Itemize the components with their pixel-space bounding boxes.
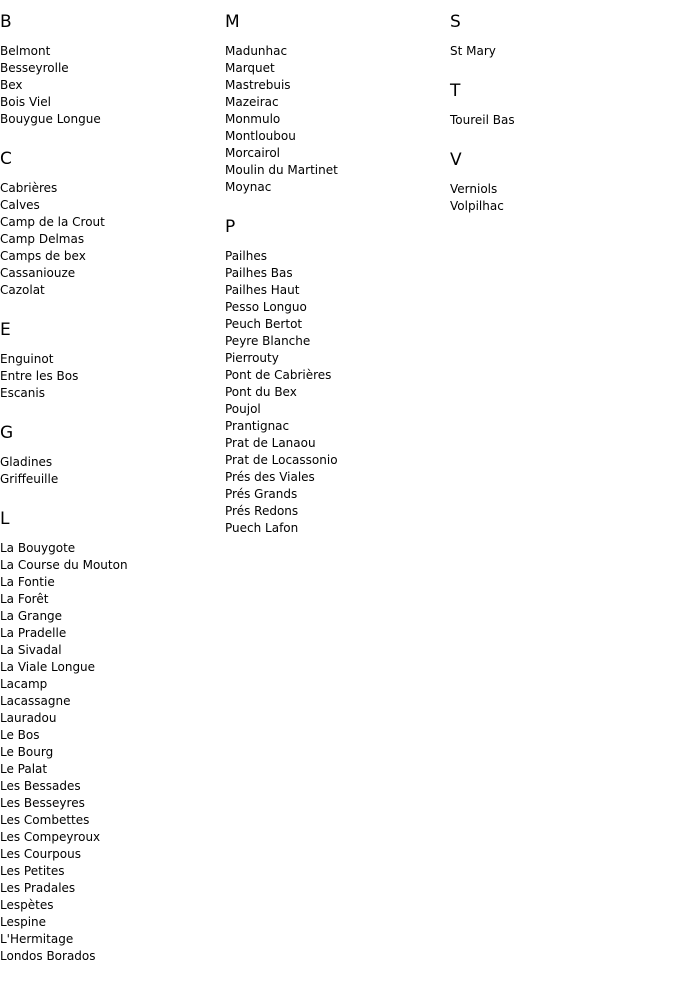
place-link[interactable]: Lacassagne xyxy=(0,694,71,708)
place-link[interactable]: Enguinot xyxy=(0,352,54,366)
place-link[interactable]: La Grange xyxy=(0,609,63,623)
place-link[interactable]: Pont de Cabrières xyxy=(225,368,332,382)
place-link[interactable]: Camp de la Crout xyxy=(0,215,105,229)
place-list xyxy=(0,180,220,299)
place-link[interactable]: Mazeirac xyxy=(225,95,279,109)
place-link[interactable]: Prantignac xyxy=(225,419,290,433)
place-link[interactable]: Pierrouty xyxy=(225,351,279,365)
place-link[interactable]: Calves xyxy=(0,198,40,212)
place-list xyxy=(450,43,670,60)
index-column-3 xyxy=(450,10,670,234)
place-list xyxy=(225,248,445,537)
section-letter-heading: V xyxy=(450,150,462,170)
place-link[interactable]: La Bouygote xyxy=(0,541,76,555)
place-list xyxy=(225,43,445,196)
place-link[interactable]: Camp Delmas xyxy=(0,232,85,246)
section-letter-heading: M xyxy=(225,12,240,32)
place-list xyxy=(0,351,220,402)
place-link[interactable]: Gladines xyxy=(0,455,53,469)
letter-group-b xyxy=(0,10,220,128)
place-link[interactable]: Les Courpous xyxy=(0,847,81,861)
place-link[interactable]: Toureil Bas xyxy=(450,113,515,127)
place-list xyxy=(450,112,670,129)
letter-group-s xyxy=(450,10,670,60)
section-letter-heading: P xyxy=(225,217,236,237)
place-link[interactable]: Volpilhac xyxy=(450,199,504,213)
place-link[interactable]: Pailhes Haut xyxy=(225,283,300,297)
letter-group-t xyxy=(450,79,670,129)
place-link[interactable]: L'Hermitage xyxy=(0,932,74,946)
place-link[interactable]: St Mary xyxy=(450,44,496,58)
place-link[interactable]: Cassaniouze xyxy=(0,266,76,280)
place-link[interactable]: Monmulo xyxy=(225,112,281,126)
place-link[interactable]: Prat de Locassonio xyxy=(225,453,338,467)
section-letter-heading: L xyxy=(0,509,10,529)
place-link[interactable]: Pesso Longuo xyxy=(225,300,307,314)
place-link[interactable]: Bex xyxy=(0,78,23,92)
letter-group-c xyxy=(0,147,220,299)
place-link[interactable]: Les Bessades xyxy=(0,779,81,793)
index-column-1 xyxy=(0,10,220,984)
place-link[interactable]: Verniols xyxy=(450,182,498,196)
place-link[interactable]: Entre les Bos xyxy=(0,369,79,383)
place-link[interactable]: Lauradou xyxy=(0,711,57,725)
place-link[interactable]: La Fontie xyxy=(0,575,55,589)
place-link[interactable]: Le Palat xyxy=(0,762,48,776)
place-link[interactable]: Peuch Bertot xyxy=(225,317,303,331)
place-link[interactable]: Les Combettes xyxy=(0,813,90,827)
place-link[interactable]: Belmont xyxy=(0,44,51,58)
letter-group-e xyxy=(0,318,220,402)
place-link[interactable]: Pailhes xyxy=(225,249,267,263)
place-link[interactable]: Griffeuille xyxy=(0,472,59,486)
place-link[interactable]: Les Pradales xyxy=(0,881,76,895)
letter-group-m xyxy=(225,10,445,196)
place-link[interactable]: Marquet xyxy=(225,61,275,75)
place-link[interactable]: La Pradelle xyxy=(0,626,67,640)
place-link[interactable]: Moulin du Martinet xyxy=(225,163,338,177)
section-letter-heading: B xyxy=(0,12,12,32)
section-letter-heading: G xyxy=(0,423,14,443)
place-link[interactable]: Poujol xyxy=(225,402,261,416)
place-link[interactable]: Le Bourg xyxy=(0,745,54,759)
place-list xyxy=(0,540,220,965)
section-letter-heading: S xyxy=(450,12,461,32)
place-link[interactable]: Moynac xyxy=(225,180,272,194)
place-link[interactable]: La Sivadal xyxy=(0,643,62,657)
place-link[interactable]: Lespètes xyxy=(0,898,54,912)
place-link[interactable]: Prat de Lanaou xyxy=(225,436,316,450)
place-link[interactable]: Lacamp xyxy=(0,677,48,691)
place-link[interactable]: Cazolat xyxy=(0,283,45,297)
place-link[interactable]: Les Petites xyxy=(0,864,65,878)
place-link[interactable]: Escanis xyxy=(0,386,45,400)
place-list xyxy=(450,181,670,215)
place-link[interactable]: Bois Viel xyxy=(0,95,51,109)
place-link[interactable]: Pailhes Bas xyxy=(225,266,293,280)
place-link[interactable]: Les Besseyres xyxy=(0,796,85,810)
section-letter-heading: T xyxy=(450,81,461,101)
section-letter-heading: C xyxy=(0,149,12,169)
place-link[interactable]: Cabrières xyxy=(0,181,58,195)
place-link[interactable]: La Viale Longue xyxy=(0,660,96,674)
place-link[interactable]: Lespine xyxy=(0,915,47,929)
place-link[interactable]: Pont du Bex xyxy=(225,385,297,399)
place-link[interactable]: Bouygue Longue xyxy=(0,112,101,126)
place-list xyxy=(0,454,220,488)
place-link[interactable]: Le Bos xyxy=(0,728,40,742)
letter-group-v xyxy=(450,148,670,215)
place-link[interactable]: Camps de bex xyxy=(0,249,86,263)
place-link[interactable]: Prés Grands xyxy=(225,487,298,501)
place-link[interactable]: La Forêt xyxy=(0,592,49,606)
letter-group-p xyxy=(225,215,445,537)
place-link[interactable]: Prés Redons xyxy=(225,504,299,518)
letter-group-g xyxy=(0,421,220,488)
place-link[interactable]: Morcairol xyxy=(225,146,280,160)
place-link[interactable]: Montloubou xyxy=(225,129,296,143)
letter-group-l xyxy=(0,507,220,965)
place-link[interactable]: Puech Lafon xyxy=(225,521,299,535)
place-link[interactable]: Mastrebuis xyxy=(225,78,291,92)
place-link[interactable]: Les Compeyroux xyxy=(0,830,101,844)
place-link[interactable]: Madunhac xyxy=(225,44,288,58)
place-link[interactable]: La Course du Mouton xyxy=(0,558,128,572)
place-link[interactable]: Londos Borados xyxy=(0,949,96,963)
place-link[interactable]: Prés des Viales xyxy=(225,470,315,484)
place-link[interactable]: Peyre Blanche xyxy=(225,334,311,348)
place-link[interactable]: Besseyrolle xyxy=(0,61,69,75)
section-letter-heading: E xyxy=(0,320,11,340)
index-column-2 xyxy=(225,10,445,556)
place-list xyxy=(0,43,220,128)
